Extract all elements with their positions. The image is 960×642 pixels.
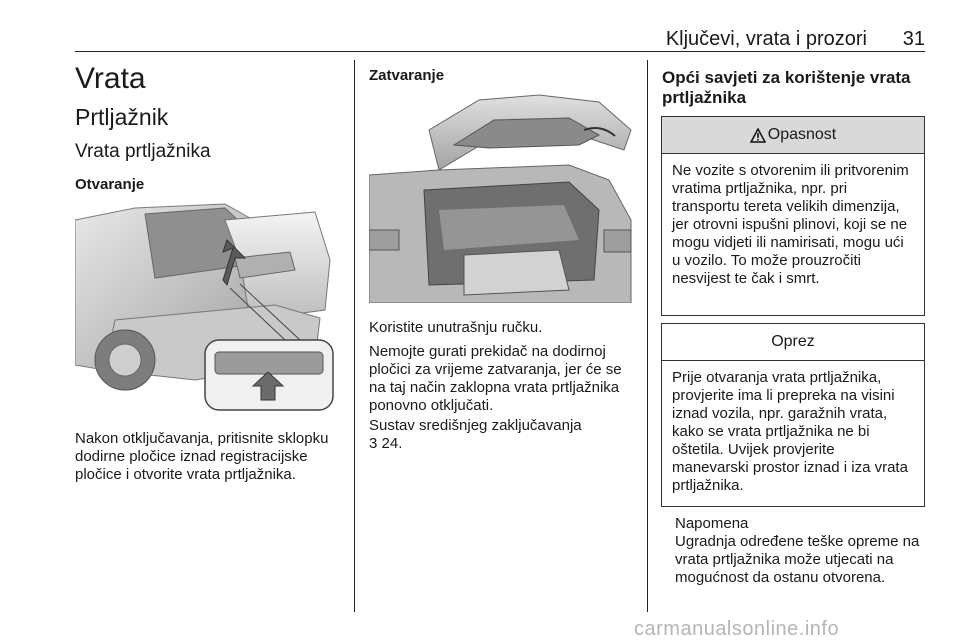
warning-triangle-icon [750, 128, 766, 143]
general-advice-heading: Opći savjeti za korištenje vrata prtljažnika [662, 68, 911, 107]
note-title: Napomena [675, 515, 749, 532]
opening-heading: Otvaranje [75, 176, 145, 193]
section-title: Vrata [75, 62, 146, 95]
danger-title: Opasnost [767, 126, 837, 143]
page-header [75, 28, 925, 50]
page-number: 31 [902, 28, 925, 50]
caution-text: Prije otvaranja vrata prtljažnika, provjerite ima li prepreka na visini iznad vozila, npr. garažnih vrata, kako se vrata prtljažnika ne bi oštetila. Uvijek provjerite manevarski prostor iznad i iza vrata prtljažnika. [672, 369, 908, 494]
caution-header [662, 324, 924, 361]
subsection-title: Prtljažnik [75, 104, 169, 130]
tailgate-closing-illustration [369, 90, 632, 303]
danger-text: Ne vozite s otvorenim ili pritvorenim vratima prtljažnika, npr. pri transportu tereta velikih dimenzija, jer otrovni ispušni plinovi, koji se ne mogu vidjeti ili namirisati, mogu ući u vozilo. To može prouzročiti nesvijest te čak i smrt. [672, 162, 909, 287]
note-text: Ugradnja određene teške opreme na vrata prtljažnika može utjecati na mogućnost da ostanu otvorena. [675, 533, 920, 586]
central-locking-text: Sustav središnjeg zaključavanja [369, 417, 582, 434]
column-divider-2 [647, 60, 648, 612]
header-rule [75, 51, 925, 52]
caution-title: Oprez [771, 333, 815, 350]
chapter-title: Ključevi, vrata i prozori [665, 28, 867, 50]
column-divider-1 [354, 60, 355, 612]
topic-title: Vrata prtljažnika [75, 141, 211, 162]
closing-paragraph-1: Koristite unutrašnju ručku. [369, 319, 543, 336]
closing-heading: Zatvaranje [369, 67, 445, 84]
closing-paragraph-3 [369, 417, 637, 453]
caution-box [661, 323, 925, 507]
closing-paragraph-2: Nemojte gurati prekidač na dodirnoj pločici za vrijeme zatvaranja, jer će se na taj način zaklopna vrata prtljažnika ponovno otključati. [369, 343, 622, 414]
tailgate-opening-illustration [75, 200, 338, 413]
note-block [675, 515, 930, 587]
danger-header [662, 117, 924, 154]
watermark: carmanualsonline.info [634, 618, 840, 640]
danger-box [661, 116, 925, 316]
opening-paragraph: Nakon otključavanja, pritisnite sklopku dodirne pločice iznad registracijske pločice i otvorite vrata prtljažnika. [75, 430, 329, 483]
page-reference-link[interactable]: 3 24. [369, 435, 403, 452]
